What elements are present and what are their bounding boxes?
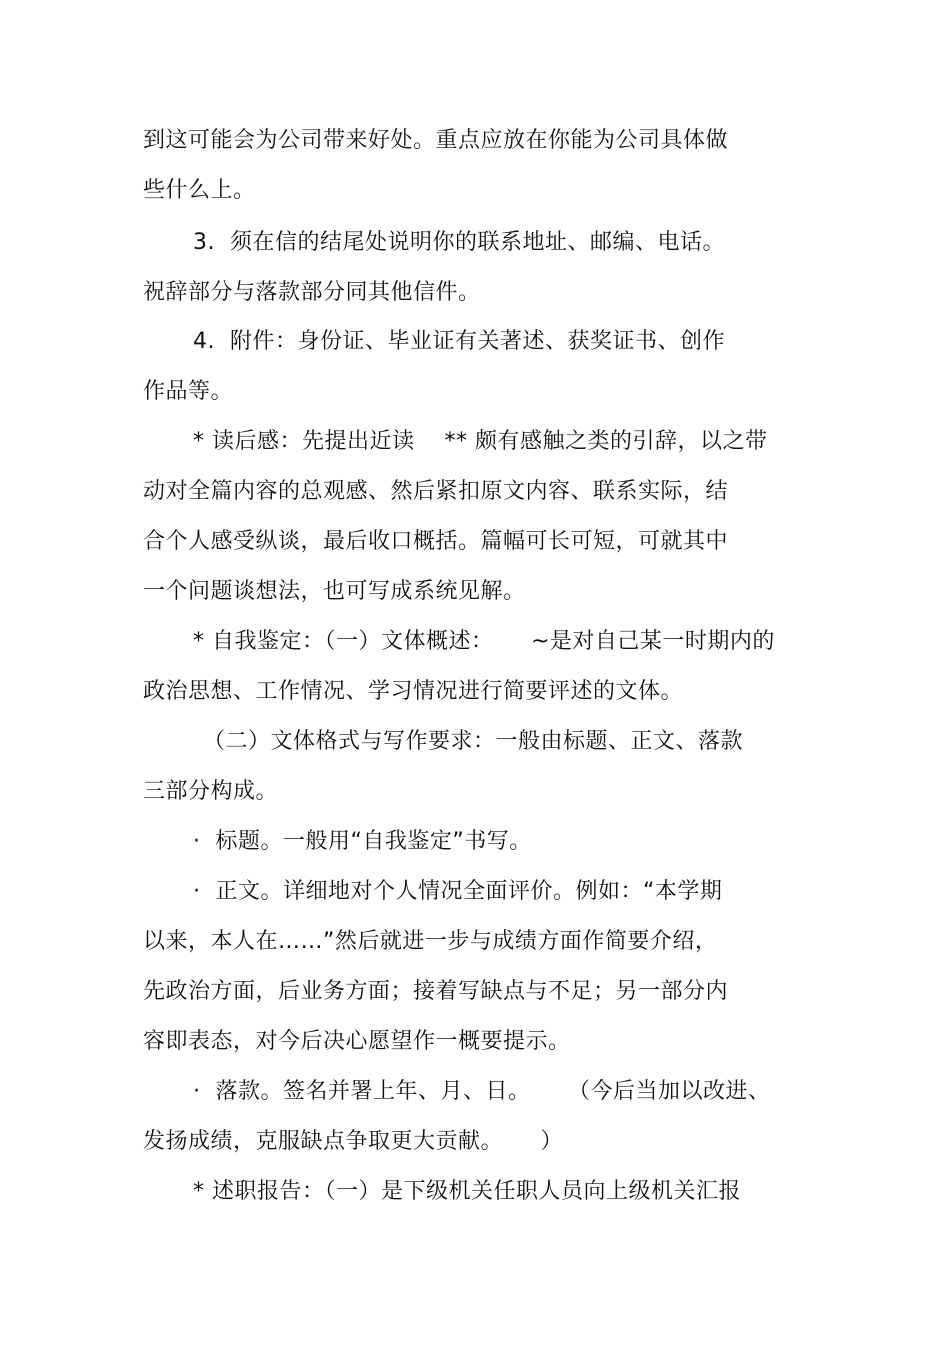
text-line-2: 些什么上。 xyxy=(143,178,256,203)
text-line-15: · 标题。一般用“自我鉴定”书写。 xyxy=(193,829,532,854)
text-line-20: · 落款。签名并署上年、月、日。 （今后当加以改进、 xyxy=(193,1079,771,1104)
text-line-16: · 正文。详细地对个人情况全面评价。例如：“本学期 xyxy=(193,879,723,904)
text-line-9: 合个人感受纵谈，最后收口概括。篇幅可长可短，可就其中 xyxy=(143,529,729,554)
text-line-22: * 述职报告：（一）是下级机关任职人员向上级机关汇报 xyxy=(193,1179,741,1204)
text-line-7: * 读后感：先提出近读 ** 颇有感触之类的引辞，以之带 xyxy=(193,429,768,454)
text-line-1: 到这可能会为公司带来好处。重点应放在你能为公司具体做 xyxy=(143,128,729,153)
text-line-8: 动对全篇内容的总观感、然后紧扣原文内容、联系实际，结 xyxy=(143,479,729,504)
text-line-13: （二）文体格式与写作要求：一般由标题、正文、落款 xyxy=(203,729,744,754)
text-line-5: 4. 附件：身份证、毕业证有关著述、获奖证书、创作 xyxy=(193,329,725,354)
text-line-4: 祝辞部分与落款部分同其他信件。 xyxy=(143,280,481,305)
text-line-3: 3. 须在信的结尾处说明你的联系地址、邮编、电话。 xyxy=(193,230,725,255)
text-line-19: 容即表态，对今后决心愿望作一概要提示。 xyxy=(143,1029,571,1054)
text-line-10: 一个问题谈想法，也可写成系统见解。 xyxy=(143,579,526,604)
text-line-18: 先政治方面，后业务方面；接着写缺点与不足；另一部分内 xyxy=(143,979,729,1004)
text-line-14: 三部分构成。 xyxy=(143,779,279,804)
text-line-17: 以来，本人在……”然后就进一步与成绩方面作简要介绍， xyxy=(143,929,718,954)
text-line-21: 发扬成绩，克服缺点争取更大贡献。 ） xyxy=(143,1129,563,1154)
text-line-11: * 自我鉴定：（一）文体概述： ~是对自己某一时期内的 xyxy=(193,629,775,654)
text-line-12: 政治思想、工作情况、学习情况进行简要评述的文体。 xyxy=(143,679,684,704)
text-line-6: 作品等。 xyxy=(143,379,234,404)
